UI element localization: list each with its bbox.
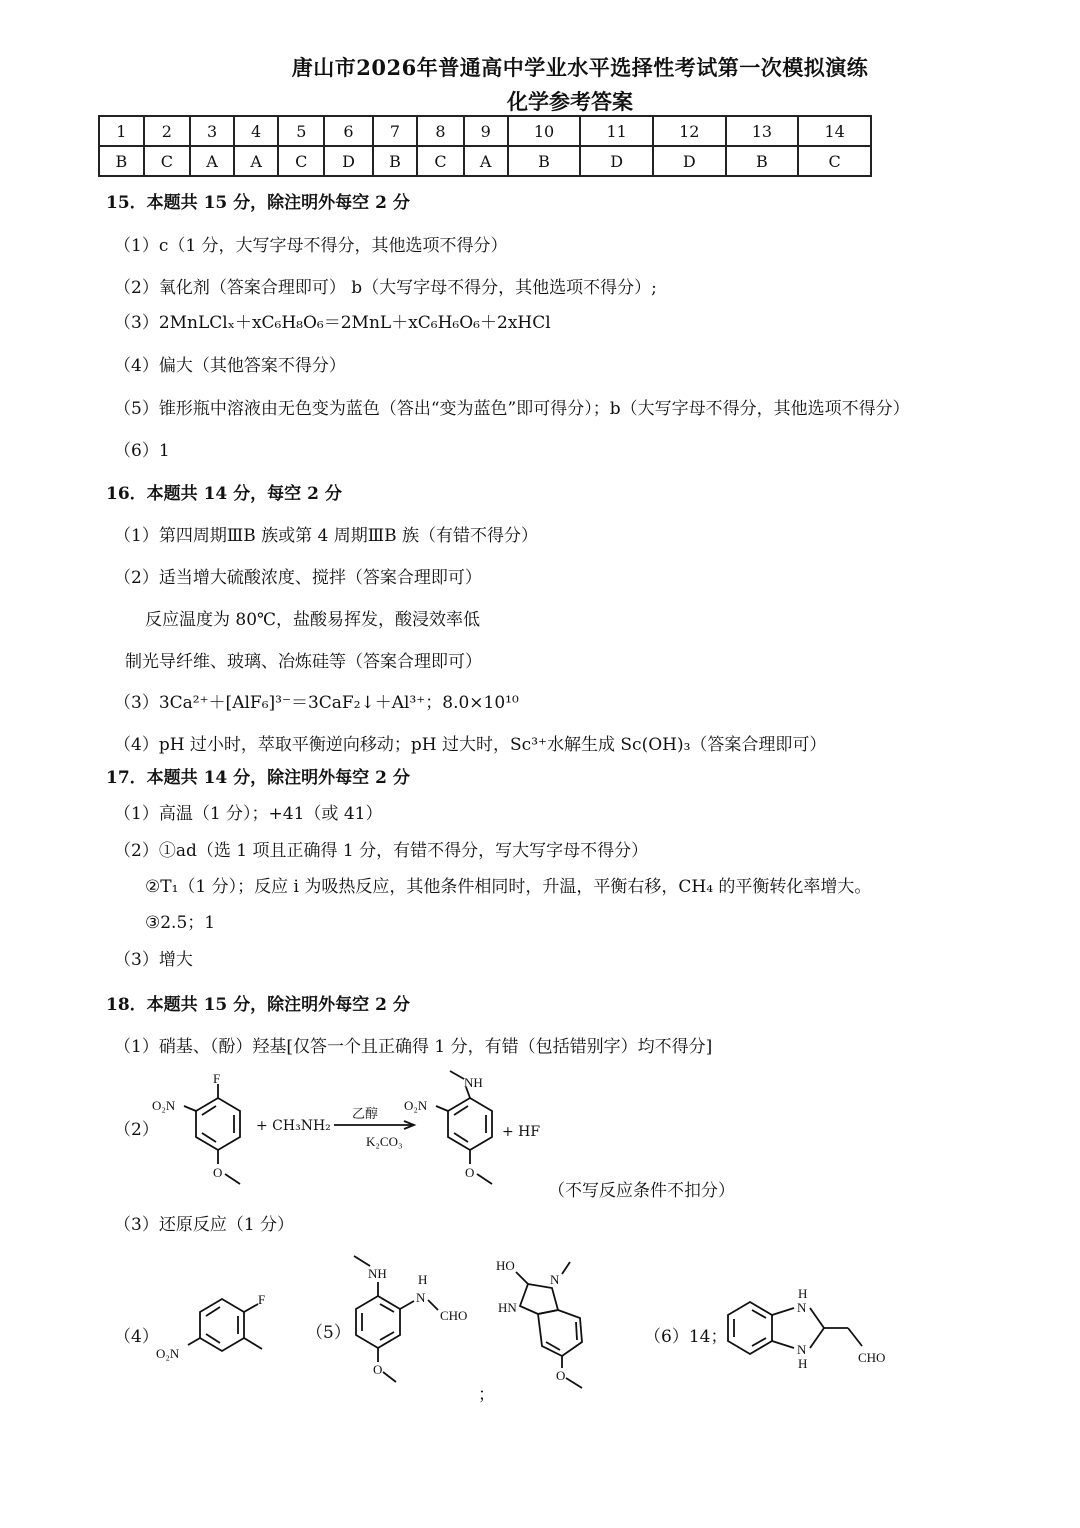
q18-heading: 18．本题共 15 分，除注明外每空 2 分 [106, 995, 410, 1015]
q16-answer-2: （2）适当增大硫酸浓度、搅拌（答案合理即可） [114, 568, 482, 588]
question-number-cell: 14 [798, 116, 871, 146]
q15-answer-5: （5）锥形瓶中溶液由无色变为蓝色（答出“变为蓝色”即可得分）；b（大写字母不得分，其他选项不得分） [114, 399, 910, 419]
q17-answer-3: （3）增大 [114, 950, 193, 970]
q15-answer-4: （4）偏大（其他答案不得分） [114, 356, 346, 376]
atom-nh: NH [464, 1075, 483, 1090]
answer-cell: D [580, 146, 653, 176]
reactant-structure [150, 1070, 260, 1200]
page-subtitle: 化学参考答案 [507, 89, 633, 114]
atom-cho: CHO [440, 1308, 468, 1323]
q16-answer-2b: 反应温度为 80℃，盐酸易挥发，酸浸效率低 [145, 610, 481, 630]
question-number-cell: 8 [417, 116, 463, 146]
q18-answer-2-label: （2） [114, 1120, 159, 1140]
q17-answer-2b: ②T₁（1 分）；反应 i 为吸热反应，其他条件相同时，升温，平衡右移，CH₄ 的平衡转化率增大。 [145, 877, 872, 897]
atom-h: H [418, 1272, 428, 1287]
q18-answer-1: （1）硝基、（酚）羟基[仅答一个且正确得 1 分，有错（包括错别字）均不得分] [114, 1037, 713, 1057]
atom-o2n: O₂N [152, 1098, 176, 1113]
atom-n: N [797, 1342, 807, 1357]
atom-o2n: O₂N [156, 1346, 180, 1361]
atom-ho: HO [496, 1258, 515, 1273]
q17-answer-1: （1）高温（1 分）；+41（或 41） [114, 804, 383, 824]
question-number-cell: 4 [234, 116, 278, 146]
answer-table [98, 115, 872, 177]
q15-answer-1: （1）c（1 分，大写字母不得分，其他选项不得分） [114, 236, 508, 256]
question-number-cell: 6 [324, 116, 372, 146]
answer-cell: C [278, 146, 324, 176]
question-number-cell: 2 [144, 116, 190, 146]
q18-answer-4-label: （4） [114, 1327, 159, 1347]
q16-answer-2c: 制光导纤维、玻璃、冶炼硅等（答案合理即可） [125, 652, 482, 672]
answer-cell: D [653, 146, 726, 176]
answer-cell: B [508, 146, 581, 176]
atom-o: O [556, 1368, 566, 1383]
answer-cell: B [99, 146, 144, 176]
answer-table-answer-row [99, 146, 871, 176]
answer-4-structure [152, 1285, 277, 1375]
atom-cho: CHO [858, 1350, 886, 1365]
atom-hn: HN [498, 1300, 517, 1315]
reagent-methylamine: + CH₃NH₂ [256, 1118, 331, 1134]
answer-cell: C [798, 146, 871, 176]
atom-f: F [258, 1292, 266, 1307]
question-number-cell: 10 [508, 116, 581, 146]
atom-o2n: O₂N [404, 1098, 428, 1113]
q18-answer-5-label: （5） [306, 1323, 351, 1343]
question-number-cell: 1 [99, 116, 144, 146]
answer-table-number-row [99, 116, 871, 146]
q17-answer-2c: ③2.5；1 [145, 913, 216, 933]
atom-o: O [213, 1165, 223, 1180]
answer-5-separator: ； [478, 1385, 495, 1405]
atom-nh: NH [368, 1266, 387, 1281]
q15-answer-2: （2）氧化剂（答案合理即可） b（大写字母不得分，其他选项不得分）; [114, 278, 657, 298]
atom-o: O [373, 1362, 383, 1377]
q15-heading: 15．本题共 15 分，除注明外每空 2 分 [106, 193, 410, 213]
question-number-cell: 12 [653, 116, 726, 146]
q16-heading: 16．本题共 14 分，每空 2 分 [106, 484, 342, 504]
atom-o: O [465, 1165, 475, 1180]
question-number-cell: 9 [464, 116, 508, 146]
question-number-cell: 13 [726, 116, 799, 146]
arrow-solvent: 乙醇 [352, 1106, 379, 1121]
q15-answer-6: （6）1 [114, 441, 170, 461]
answer-cell: C [144, 146, 190, 176]
answer-cell: B [373, 146, 418, 176]
q16-answer-3: （3）3Ca²⁺＋[AlF₆]³⁻＝3CaF₂↓＋Al³⁺；8.0×10¹⁰ [114, 693, 519, 713]
answer-6-structure [720, 1282, 910, 1382]
atom-n: N [416, 1290, 426, 1305]
answer-cell: B [726, 146, 799, 176]
q16-answer-1: （1）第四周期ⅢB 族或第 4 周期ⅢB 族（有错不得分） [114, 526, 539, 546]
answer-cell: A [464, 146, 508, 176]
question-number-cell: 5 [278, 116, 324, 146]
atom-h: H [798, 1286, 808, 1301]
q15-equation: 2MnLClₓ＋xC₆H₈O₆＝2MnL＋xC₆H₆O₆＋2xHCl [158, 313, 551, 333]
answer-cell: A [234, 146, 278, 176]
answer-5-structure-a [338, 1250, 483, 1395]
answer-5-structure-b [490, 1252, 600, 1397]
q17-heading: 17．本题共 14 分，除注明外每空 2 分 [106, 768, 410, 788]
atom-n: N [797, 1300, 807, 1315]
q15-answer-3-label: （3） [114, 313, 159, 333]
q18-answer-6-label: （6）14； [644, 1327, 728, 1347]
atom-f: F [213, 1071, 221, 1086]
question-number-cell: 11 [580, 116, 653, 146]
product-structure [402, 1065, 512, 1200]
answer-cell: D [324, 146, 372, 176]
q18-answer-2-note: （不写反应条件不扣分） [548, 1181, 735, 1201]
answer-cell: C [417, 146, 463, 176]
q18-answer-3: （3）还原反应（1 分） [114, 1215, 295, 1235]
page-title: 唐山市2026年普通高中学业水平选择性考试第一次模拟演练 [291, 55, 869, 80]
answer-cell: A [190, 146, 234, 176]
arrow-base: K₂CO₃ [366, 1134, 403, 1149]
atom-h: H [798, 1356, 808, 1371]
q15-answer-3 [114, 308, 551, 333]
byproduct-hf: + HF [502, 1124, 541, 1140]
q17-answer-2: （2）①ad（选 1 项且正确得 1 分，有错不得分，写大写字母不得分） [114, 841, 649, 861]
question-number-cell: 3 [190, 116, 234, 146]
atom-n: N [550, 1272, 560, 1287]
question-number-cell: 7 [373, 116, 418, 146]
q16-answer-4: （4）pH 过小时，萃取平衡逆向移动；pH 过大时，Sc³⁺水解生成 Sc(OH)₃（答案合理即可） [114, 735, 827, 755]
